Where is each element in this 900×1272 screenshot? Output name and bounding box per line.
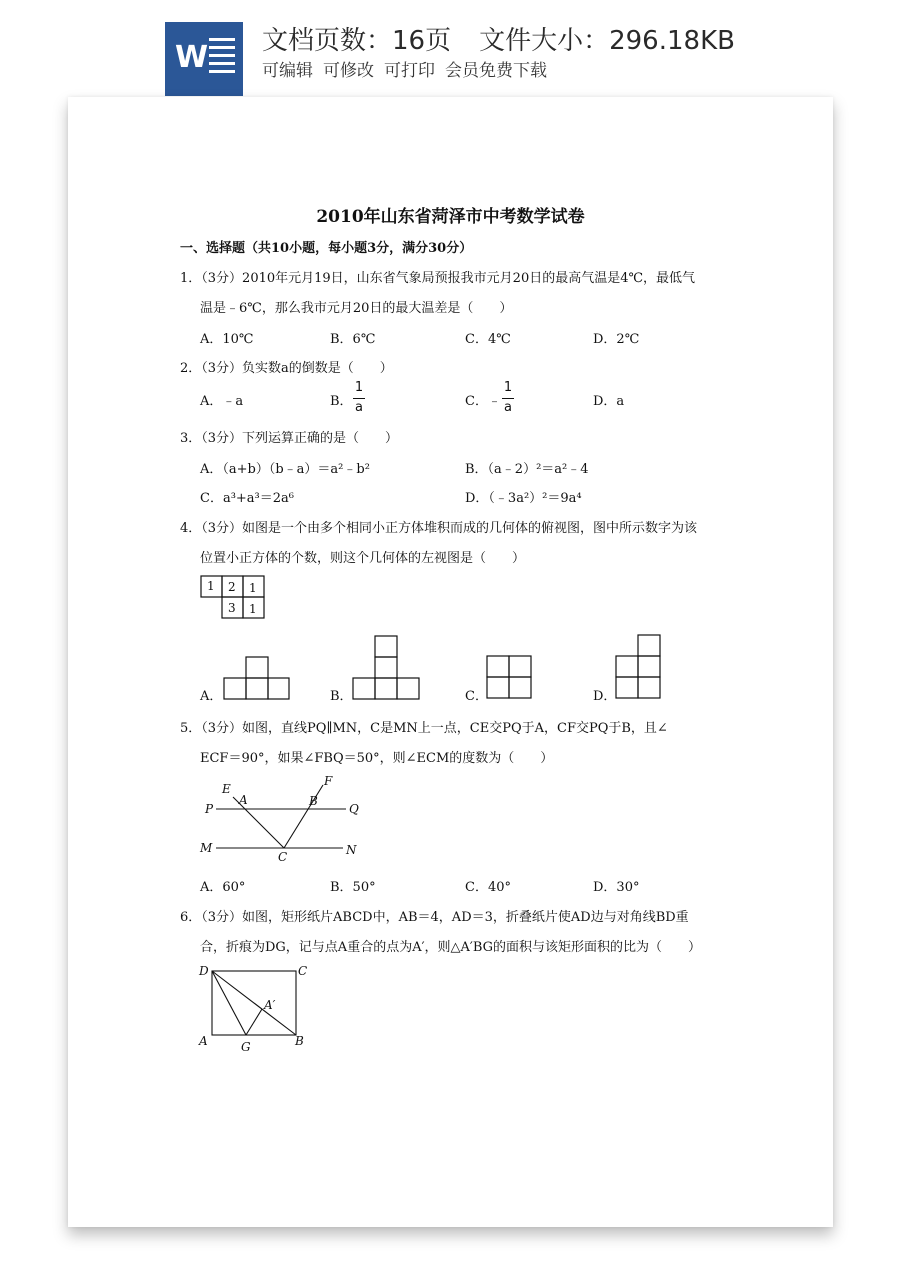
- exam-title: 2010年山东省菏泽市中考数学试卷: [316, 207, 585, 227]
- q4-option-a-figure: [223, 655, 291, 701]
- q5-option-a: A．60°: [200, 880, 246, 895]
- question-6-line2: 合，折痕为DG，记与点A重合的点为A′，则△A′BG的面积与该矩形面积的比为（ ）: [200, 940, 702, 955]
- question-5-line1: 5．（3分）如图，直线PQ∥MN，C是MN上一点，CE交PQ于A，CF交PQ于B，且∠: [180, 721, 668, 736]
- question-2-stem: 2．（3分）负实数a的倒数是（ ）: [180, 361, 393, 376]
- question-4-line2: 位置小正方体的个数，则这个几何体的左视图是（ ）: [200, 551, 526, 566]
- q3-option-c: C．a³+a³＝2a⁶: [200, 491, 294, 506]
- q4-option-c-label: C．: [465, 689, 488, 704]
- label-N: N: [346, 843, 357, 857]
- q2-c-numerator: 1: [503, 380, 513, 395]
- feature-editable: 可编辑: [262, 61, 313, 81]
- feature-member-download: 会员免费下载: [445, 61, 547, 81]
- document-stats: [262, 20, 735, 57]
- rectangle-fold-figure: [196, 963, 316, 1055]
- question-5-line2: ECF＝90°，如果∠FBQ＝50°，则∠ECM的度数为（ ）: [200, 751, 554, 766]
- q4-option-b-label: B．: [330, 689, 353, 704]
- feature-list: [262, 56, 547, 81]
- q4-option-d-figure: [615, 633, 663, 701]
- label-D: D: [199, 964, 209, 978]
- q3-option-b: B．（a﹣2）²＝a²﹣4: [465, 462, 589, 477]
- label-B: B: [295, 1034, 304, 1048]
- q2-c-denominator: a: [504, 400, 512, 415]
- section-heading: 一、选择题（共10小题，每小题3分，满分30分）: [180, 241, 473, 256]
- label-A: A: [239, 793, 248, 807]
- label-P: P: [205, 802, 214, 816]
- question-4-line1: 4．（3分）如图是一个由多个相同小正方体堆积而成的几何体的俯视图，图中所示数字为该: [180, 521, 698, 536]
- document-page: [68, 97, 833, 1227]
- q2-option-b-label: B．: [330, 394, 353, 409]
- q5-option-d: D．30°: [593, 880, 640, 895]
- q2-option-a: A．﹣a: [200, 394, 244, 409]
- q1-option-a: A．10℃: [200, 332, 254, 347]
- question-6-line1: 6．（3分）如图，矩形纸片ABCD中，AB＝4，AD＝3，折叠纸片使AD边与对角线BD重: [180, 910, 689, 925]
- q2-b-numerator: 1: [354, 380, 364, 395]
- grid-cell-4: 3: [228, 601, 236, 615]
- label-G: G: [241, 1040, 251, 1054]
- q3-option-d: D．（﹣3a²）²＝9a⁴: [465, 491, 582, 506]
- grid-cell-3: 1: [249, 581, 257, 595]
- label-F: F: [324, 774, 333, 788]
- document-info-header: [0, 0, 900, 100]
- question-3-stem: 3．（3分）下列运算正确的是（ ）: [180, 431, 399, 446]
- feature-modifiable: 可修改: [323, 61, 374, 81]
- label-B: B: [309, 794, 318, 808]
- parallel-lines-figure: [198, 775, 368, 870]
- q3-option-a: A．（a+b）（b﹣a）＝a²﹣b²: [200, 462, 370, 477]
- q2-option-d: D．a: [593, 394, 625, 409]
- q4-option-d-label: D．: [593, 689, 617, 704]
- label-M: M: [200, 841, 213, 855]
- q4-option-c-figure: [486, 654, 534, 701]
- grid-cell-2: 2: [228, 580, 236, 594]
- q5-option-b: B．50°: [330, 880, 376, 895]
- q5-option-c: C．40°: [465, 880, 511, 895]
- label-C: C: [278, 850, 288, 864]
- q1-option-c: C．4℃: [465, 332, 511, 347]
- q2-c-fraction-bar: [502, 398, 514, 399]
- q2-b-fraction-bar: [353, 398, 365, 399]
- word-icon: W: [165, 22, 243, 96]
- page-count: 文档页数：16页: [262, 26, 452, 56]
- file-size: 文件大小：296.18KB: [479, 26, 735, 56]
- label-Q: Q: [349, 802, 359, 816]
- grid-cell-5: 1: [249, 602, 257, 616]
- grid-cell-1: 1: [207, 579, 215, 593]
- q4-option-a-label: A．: [200, 689, 223, 704]
- feature-printable: 可打印: [384, 61, 435, 81]
- q2-option-c-label: C．﹣: [465, 394, 501, 409]
- q4-option-b-figure: [352, 634, 422, 701]
- label-A: A: [199, 1034, 208, 1048]
- q1-option-d: D．2℃: [593, 332, 640, 347]
- label-A-prime: A′: [264, 998, 276, 1012]
- label-C: C: [298, 964, 308, 978]
- label-E: E: [222, 782, 231, 796]
- q2-b-denominator: a: [355, 400, 363, 415]
- question-1-line1: 1．（3分）2010年元月19日，山东省气象局预报我市元月20日的最高气温是4℃，最低气: [180, 271, 696, 286]
- question-1-line2: 温是﹣6℃，那么我市元月20日的最大温差是（ ）: [200, 301, 513, 316]
- q1-option-b: B．6℃: [330, 332, 376, 347]
- top-view-grid: [200, 575, 270, 623]
